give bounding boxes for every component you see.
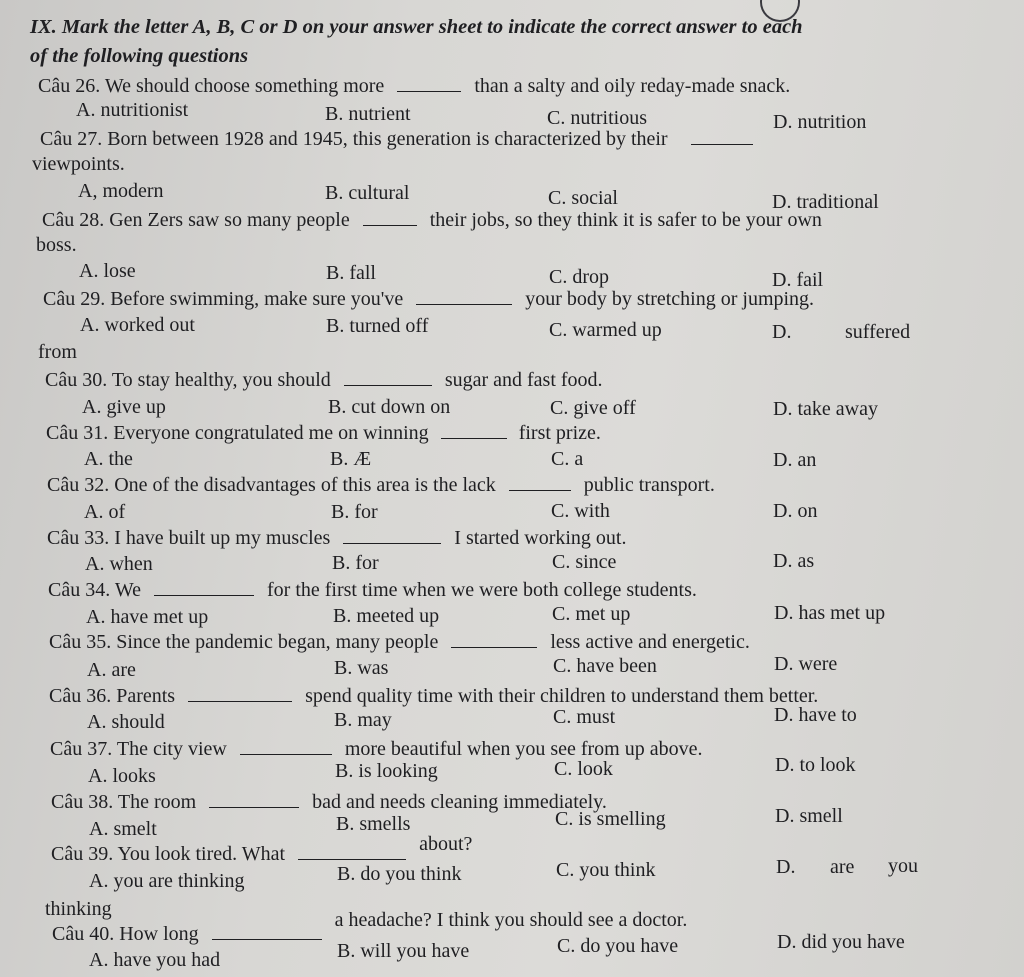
question-31 bbox=[46, 421, 601, 445]
question-29-stem-end: your body by stretching or jumping. bbox=[525, 288, 815, 310]
option-34-b: B. meeted up bbox=[333, 605, 440, 627]
question-28-continued: boss. bbox=[36, 234, 77, 256]
answer-blank bbox=[298, 845, 406, 860]
option-28-c: C. drop bbox=[549, 266, 609, 288]
option-33-d: D. as bbox=[773, 550, 815, 572]
option-26-c: C. nutritious bbox=[547, 107, 648, 129]
option-27-b: B. cultural bbox=[325, 182, 410, 204]
option-35-c: C. have been bbox=[553, 655, 657, 677]
question-40-stem-end: a headache? I think you should see a doctor. bbox=[334, 909, 688, 931]
option-33-a: A. when bbox=[85, 553, 153, 575]
option-31-c: C. a bbox=[551, 448, 584, 470]
option-34-c: C. met up bbox=[552, 603, 631, 625]
answer-blank bbox=[154, 581, 254, 596]
question-26 bbox=[38, 74, 790, 98]
question-33-stem-end: I started working out. bbox=[454, 527, 627, 549]
option-39-d-word-1: are bbox=[830, 856, 855, 878]
option-39-b: B. do you think bbox=[337, 863, 462, 885]
question-30-stem-end: sugar and fast food. bbox=[444, 369, 603, 391]
question-36 bbox=[49, 684, 818, 708]
question-26-stem: Câu 26. We should choose something more bbox=[38, 75, 385, 97]
answer-blank bbox=[416, 290, 512, 305]
option-37-b: B. is looking bbox=[335, 760, 438, 782]
question-26-stem-end: than a salty and oily reday-made snack. bbox=[474, 75, 791, 97]
option-38-c: C. is smelling bbox=[555, 808, 666, 830]
question-32 bbox=[47, 473, 715, 497]
option-27-a: A, modern bbox=[78, 180, 164, 202]
option-29-d-continued: from bbox=[38, 341, 77, 363]
option-29-a: A. worked out bbox=[80, 314, 195, 336]
option-39-d-continued: thinking bbox=[45, 898, 112, 920]
answer-blank bbox=[441, 424, 507, 439]
question-33-stem: Câu 33. I have built up my muscles bbox=[47, 527, 331, 549]
option-37-c: C. look bbox=[554, 758, 613, 780]
option-29-c: C. warmed up bbox=[549, 319, 662, 341]
question-28-stem: Câu 28. Gen Zers saw so many people bbox=[42, 209, 350, 231]
question-40-stem: Câu 40. How long bbox=[52, 923, 199, 945]
option-29-d-letter: D. bbox=[772, 321, 792, 343]
option-26-d: D. nutrition bbox=[773, 111, 867, 133]
option-37-d: D. to look bbox=[775, 754, 856, 776]
option-40-a: A. have you had bbox=[89, 949, 221, 971]
question-38 bbox=[51, 790, 607, 814]
option-36-b: B. may bbox=[334, 709, 392, 731]
question-34-stem-end: for the first time when we were both college students. bbox=[267, 579, 697, 601]
option-27-c: C. social bbox=[548, 187, 618, 209]
question-38-stem-end: bad and needs cleaning immediately. bbox=[312, 791, 607, 813]
option-32-b: B. for bbox=[331, 501, 378, 523]
option-26-b: B. nutrient bbox=[325, 103, 411, 125]
question-28-stem-end: their jobs, so they think it is safer to be your own bbox=[429, 209, 822, 231]
option-34-a: A. have met up bbox=[86, 606, 209, 628]
question-29-stem: Câu 29. Before swimming, make sure you've bbox=[43, 288, 404, 310]
option-33-c: C. since bbox=[552, 551, 617, 573]
option-36-a: A. should bbox=[87, 711, 165, 733]
option-31-d: D. an bbox=[773, 449, 817, 471]
question-30 bbox=[45, 368, 603, 392]
option-30-a: A. give up bbox=[82, 396, 166, 418]
option-32-d: D. on bbox=[773, 500, 818, 522]
option-28-a: A. lose bbox=[79, 260, 136, 282]
question-29 bbox=[43, 287, 814, 311]
question-27-stem: Câu 27. Born between 1928 and 1945, this generation is characterized by their bbox=[40, 128, 668, 150]
option-28-d: D. fail bbox=[772, 269, 824, 291]
question-39-stem: Câu 39. You look tired. What bbox=[51, 843, 286, 865]
option-39-d-word-2: you bbox=[888, 855, 918, 877]
question-31-stem: Câu 31. Everyone congratulated me on winning bbox=[46, 422, 429, 444]
answer-blank bbox=[691, 130, 753, 145]
answer-blank bbox=[209, 793, 299, 808]
question-32-stem: Câu 32. One of the disadvantages of this area is the lack bbox=[47, 474, 496, 496]
option-26-a: A. nutritionist bbox=[76, 99, 189, 121]
question-33 bbox=[47, 526, 626, 550]
question-31-stem-end: first prize. bbox=[518, 422, 601, 444]
question-39-stem-end: about? bbox=[419, 833, 473, 855]
question-32-stem-end: public transport. bbox=[583, 474, 715, 496]
question-37-stem-end: more beautiful when you see from up above. bbox=[344, 738, 703, 760]
answer-blank bbox=[397, 77, 461, 92]
option-27-d: D. traditional bbox=[772, 191, 879, 213]
option-38-b: B. smells bbox=[336, 813, 411, 835]
option-29-b: B. turned off bbox=[326, 315, 429, 337]
section-heading-line-1: IX. Mark the letter A, B, C or D on your answer sheet to indicate the correct answer to each bbox=[30, 16, 803, 38]
option-39-d-letter: D. bbox=[776, 856, 796, 878]
option-30-d: D. take away bbox=[773, 398, 878, 420]
question-36-stem-end: spend quality time with their children to understand them better. bbox=[305, 685, 819, 707]
option-35-a: A. are bbox=[87, 659, 136, 681]
option-34-d: D. has met up bbox=[774, 602, 886, 624]
option-30-b: B. cut down on bbox=[328, 396, 451, 418]
option-36-c: C. must bbox=[553, 706, 616, 728]
option-30-c: C. give off bbox=[550, 397, 636, 419]
option-33-b: B. for bbox=[332, 552, 379, 574]
answer-blank bbox=[451, 633, 537, 648]
question-34 bbox=[48, 578, 697, 602]
question-35 bbox=[49, 630, 750, 654]
option-39-c: C. you think bbox=[556, 859, 656, 881]
option-38-d: D. smell bbox=[775, 805, 843, 827]
option-29-d-word: suffered bbox=[845, 321, 911, 343]
question-35-stem-end: less active and energetic. bbox=[550, 631, 750, 653]
option-28-b: B. fall bbox=[326, 262, 376, 284]
option-31-a: A. the bbox=[84, 448, 133, 470]
question-27-continued: viewpoints. bbox=[32, 153, 125, 175]
option-37-a: A. looks bbox=[88, 765, 156, 787]
option-40-d: D. did you have bbox=[777, 931, 905, 953]
answer-blank bbox=[240, 740, 332, 755]
answer-blank bbox=[188, 687, 292, 702]
option-35-d: D. were bbox=[774, 653, 838, 675]
option-40-c: C. do you have bbox=[557, 935, 679, 957]
option-32-a: A. of bbox=[84, 501, 126, 523]
option-35-b: B. was bbox=[334, 657, 389, 679]
question-28 bbox=[42, 208, 822, 232]
question-30-stem: Câu 30. To stay healthy, you should bbox=[45, 369, 331, 391]
question-37-stem: Câu 37. The city view bbox=[50, 738, 227, 760]
question-27 bbox=[40, 127, 920, 151]
section-heading-line-2: of the following questions bbox=[30, 45, 249, 67]
option-39-a: A. you are thinking bbox=[89, 870, 245, 892]
option-31-b: B. Æ bbox=[330, 448, 372, 470]
answer-blank bbox=[343, 529, 441, 544]
question-34-stem: Câu 34. We bbox=[48, 579, 142, 601]
option-38-a: A. smelt bbox=[89, 818, 157, 840]
option-40-b: B. will you have bbox=[337, 940, 470, 962]
answer-blank bbox=[344, 371, 432, 386]
answer-blank bbox=[363, 211, 417, 226]
answer-blank bbox=[212, 925, 322, 940]
question-38-stem: Câu 38. The room bbox=[51, 791, 197, 813]
question-36-stem: Câu 36. Parents bbox=[49, 685, 176, 707]
option-32-c: C. with bbox=[551, 500, 610, 522]
option-36-d: D. have to bbox=[774, 704, 857, 726]
answer-blank bbox=[509, 476, 571, 491]
question-35-stem: Câu 35. Since the pandemic began, many people bbox=[49, 631, 439, 653]
